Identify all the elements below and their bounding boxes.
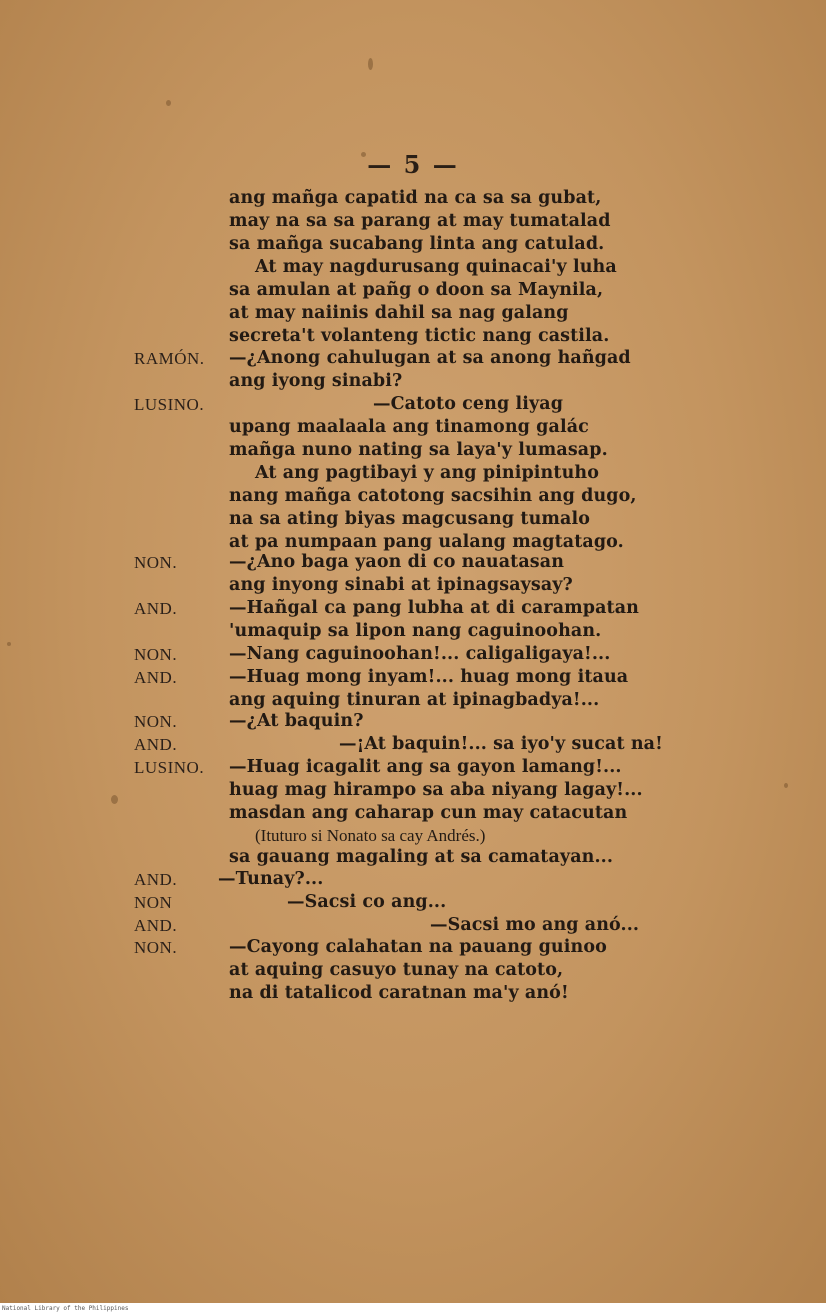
verse-line (0, 846, 826, 869)
verse-line (0, 462, 826, 485)
line-text: At ang pagtibayi y ang pinipintuho (255, 463, 599, 483)
verse-line (0, 416, 826, 439)
line-text: 'umaquip sa lipon nang caguinoohan. (229, 621, 602, 641)
speaker: AND. (134, 916, 178, 935)
line-text: —Huag mong inyam!... huag mong itaua (229, 667, 629, 687)
verse-line (0, 485, 826, 508)
line-text: nang mañga catotong sacsihin ang dugo, (229, 486, 637, 506)
line-text: na di tatalicod caratnan ma'y anó! (229, 983, 569, 1003)
line-text: —Tunay?... (218, 869, 324, 889)
verse-line (0, 914, 826, 937)
verse-line (0, 325, 826, 348)
verse-line (0, 347, 826, 370)
verse-line (0, 824, 826, 847)
line-text: ang mañga capatid na ca sa sa gubat, (229, 188, 602, 208)
verse-line (0, 210, 826, 233)
speaker: AND. (134, 735, 178, 754)
line-text: —¿At baquin? (229, 711, 364, 731)
verse-line (0, 279, 826, 302)
line-text: —Nang caguinoohan!... caligaligaya!... (229, 644, 611, 664)
speaker: LUSINO. (134, 758, 205, 777)
verse-line (0, 936, 826, 959)
verse-line (0, 187, 826, 210)
line-text: —¿Anong cahulugan at sa anong hañgad (229, 348, 631, 368)
verse-line (0, 597, 826, 620)
speaker: LUSINO. (134, 395, 205, 414)
speaker: NON (134, 893, 173, 912)
verse-line (0, 802, 826, 825)
stage-direction: (Ituturo si Nonato sa cay Andrés.) (255, 826, 486, 845)
line-text: —Catoto ceng liyag (373, 394, 564, 414)
line-text: At may nagdurusang quinacai'y luha (255, 257, 617, 277)
line-text: sa gauang magaling at sa camatayan... (229, 847, 614, 867)
verse-line (0, 620, 826, 643)
line-text: —Hañgal ca pang lubha at di carampatan (229, 598, 639, 618)
speaker: NON. (134, 553, 178, 572)
verse-line (0, 959, 826, 982)
verse-line (0, 439, 826, 462)
speaker: AND. (134, 870, 178, 889)
speaker: NON. (134, 938, 178, 957)
verse-line (0, 551, 826, 574)
line-text: may na sa sa parang at may tumatalad (229, 211, 611, 231)
speaker: AND. (134, 599, 178, 618)
line-text: —Huag icagalit ang sa gayon lamang!... (229, 757, 622, 777)
line-text: masdan ang caharap cun may catacutan (229, 803, 628, 823)
line-text: ang aquing tinuran at ipinagbadya!... (229, 690, 600, 710)
verse-line (0, 508, 826, 531)
verse-line (0, 733, 826, 756)
verse-line (0, 982, 826, 1005)
verse-line (0, 666, 826, 689)
line-text: —Sacsi mo ang anó... (430, 915, 640, 935)
line-text: mañga nuno nating sa laya'y lumasap. (229, 440, 608, 460)
line-text: sa amulan at pañg o doon sa Maynila, (229, 280, 604, 300)
verse-line (0, 868, 826, 891)
line-text: huag mag hirampo sa aba niyang lagay!... (229, 780, 643, 800)
verse-line (0, 256, 826, 279)
verse-line (0, 689, 826, 712)
verse-line (0, 233, 826, 256)
line-text: upang maalaala ang tinamong galác (229, 417, 589, 437)
library-footer: National Library of the Philippines (0, 1304, 826, 1313)
line-text: at may naiinis dahil sa nag galang (229, 303, 569, 323)
verse-line (0, 643, 826, 666)
speaker: RAMÓN. (134, 349, 205, 368)
speaker: AND. (134, 668, 178, 687)
speaker: NON. (134, 645, 178, 664)
verse-line (0, 574, 826, 597)
speaker: NON. (134, 712, 178, 731)
verse-line (0, 370, 826, 393)
line-text: ang inyong sinabi at ipinagsaysay? (229, 575, 573, 595)
line-text: —¿Ano baga yaon di co nauatasan (229, 552, 565, 572)
verse-line (0, 891, 826, 914)
verse-line (0, 756, 826, 779)
line-text: —Cayong calahatan na pauang guinoo (229, 937, 607, 957)
line-text: sa mañga sucabang linta ang catulad. (229, 234, 605, 254)
verse-line (0, 779, 826, 802)
line-text: at aquing casuyo tunay na catoto, (229, 960, 564, 980)
verse-line (0, 710, 826, 733)
line-text: ang iyong sinabi? (229, 371, 403, 391)
verse-line (0, 393, 826, 416)
line-text: na sa ating biyas magcusang tumalo (229, 509, 590, 529)
line-text: —Sacsi co ang... (287, 892, 447, 912)
line-text: secreta't volanteng tictic nang castila. (229, 326, 610, 346)
page-number: — 5 — (367, 150, 459, 179)
line-text: —¡At baquin!... sa iyo'y sucat na! (339, 734, 663, 754)
line-text: at pa numpaan pang ualang magtatago. (229, 532, 624, 552)
verse-line (0, 302, 826, 325)
